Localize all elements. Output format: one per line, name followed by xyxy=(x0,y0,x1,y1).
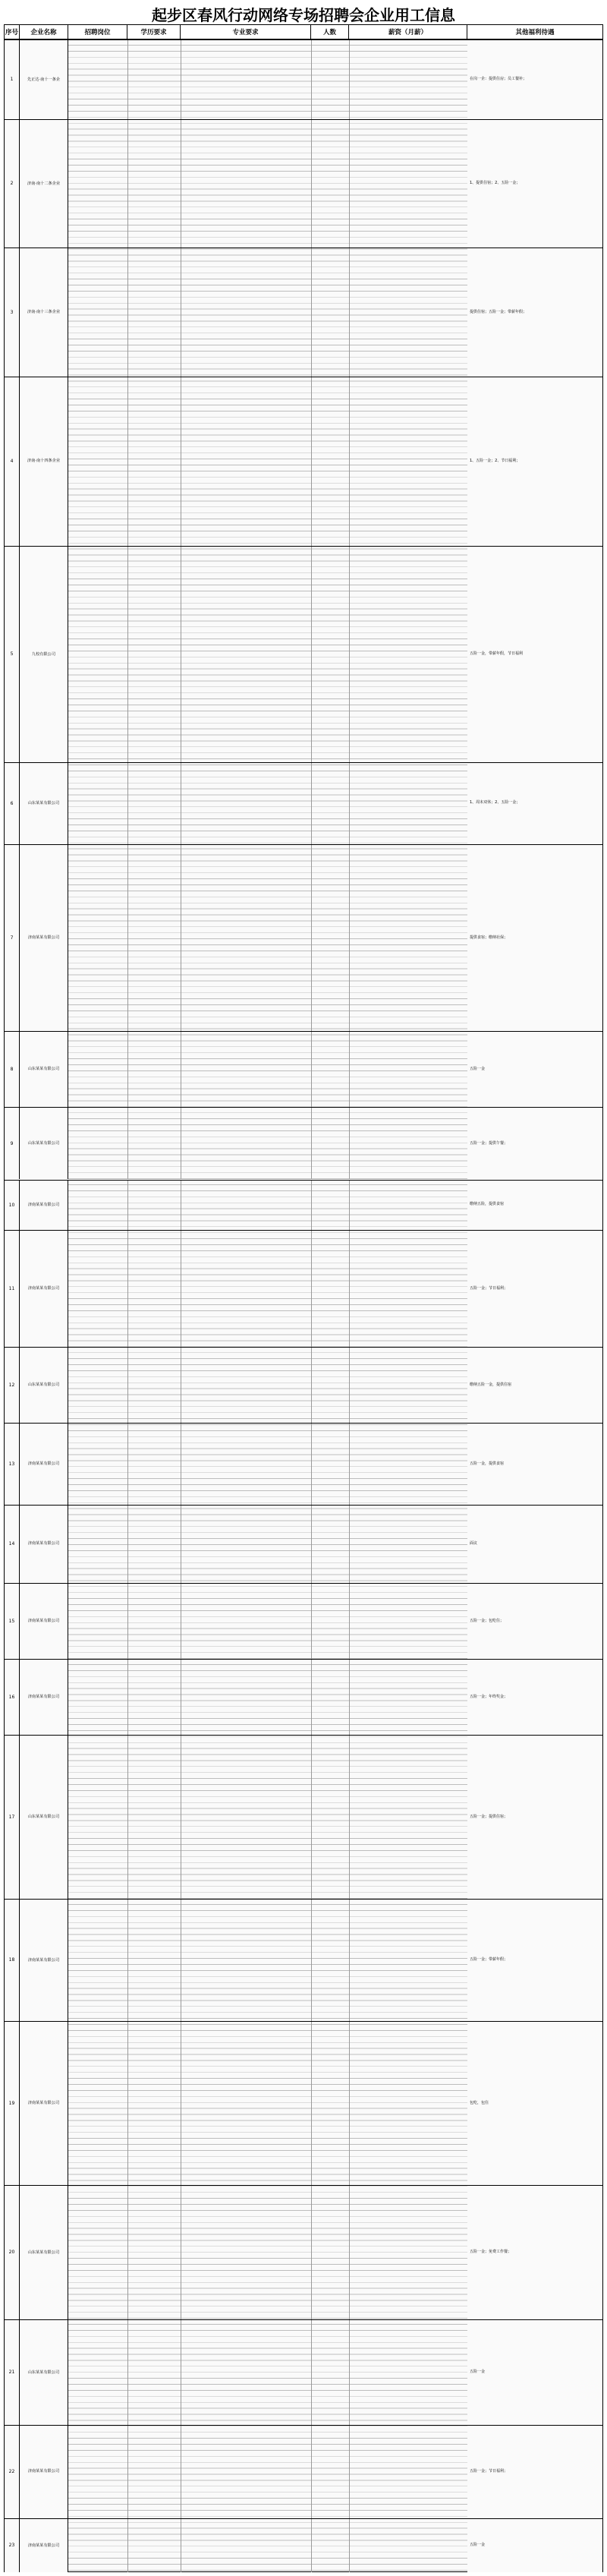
section-benefits: 在岗一企：提供住房；员工餐补； xyxy=(467,40,602,119)
section-seq: 21 xyxy=(5,2320,20,2425)
section-benefits: 缴纳五险一金，提供住宿 xyxy=(467,1348,602,1423)
section-company: 济南某某有限公司 xyxy=(20,1584,68,1659)
section-benefits: 缴纳五险，提供食宿 xyxy=(467,1181,602,1230)
section-benefits: 五险一金；免费工作餐； xyxy=(467,2186,602,2319)
section-seq: 5 xyxy=(5,547,20,762)
section-company: 山东某某有限公司 xyxy=(20,2186,68,2319)
section-company: 济南·南十四条企业 xyxy=(20,377,68,546)
section-seq: 3 xyxy=(5,248,20,376)
section-seq: 13 xyxy=(5,1424,20,1505)
section-seq: 10 xyxy=(5,1181,20,1230)
section-company: 济南某某有限公司 xyxy=(20,845,68,1031)
section-company: 济南某某有限公司 xyxy=(20,2519,68,2572)
section-company: 济南·南十三条企业 xyxy=(20,248,68,376)
section-company: 济南某某有限公司 xyxy=(20,1181,68,1230)
company-section xyxy=(5,1505,602,1583)
page-title: 起步区春风行动网络专场招聘会企业用工信息 xyxy=(152,6,455,24)
section-company: 济南某某有限公司 xyxy=(20,1231,68,1347)
header-seq: 序号 xyxy=(5,25,20,39)
header-count: 人数 xyxy=(311,25,349,39)
section-seq: 1 xyxy=(5,40,20,119)
section-seq: 14 xyxy=(5,1506,20,1583)
company-section xyxy=(5,1180,602,1230)
section-benefits: 包吃，包住 xyxy=(467,2022,602,2185)
section-seq: 12 xyxy=(5,1348,20,1423)
section-company: 山东某某有限公司 xyxy=(20,763,68,844)
job-table xyxy=(4,39,603,2572)
section-company: 济南某某有限公司 xyxy=(20,2022,68,2185)
company-section xyxy=(5,1347,602,1423)
section-company: 济南某某有限公司 xyxy=(20,1424,68,1505)
section-benefits: 五险一金；包吃住； xyxy=(467,1584,602,1659)
section-company: 先正达·南十一条企 xyxy=(20,40,68,119)
section-company: 山东某某有限公司 xyxy=(20,2320,68,2425)
section-company: 九校有限公司 xyxy=(20,547,68,762)
section-company: 济南某某有限公司 xyxy=(20,1660,68,1735)
section-benefits: 五险一金 xyxy=(467,2519,602,2572)
section-benefits: 五险一金 xyxy=(467,2320,602,2425)
header-education: 学历要求 xyxy=(127,25,181,39)
section-seq: 19 xyxy=(5,2022,20,2185)
section-benefits: 五险一金；节日福利； xyxy=(467,2426,602,2518)
section-benefits: 五险一金；节日福利； xyxy=(467,1231,602,1347)
header-position: 招聘岗位 xyxy=(68,25,127,39)
company-section xyxy=(5,248,602,376)
section-seq: 4 xyxy=(5,377,20,546)
section-seq: 2 xyxy=(5,120,20,248)
section-benefits: 五险一金；提供住宿； xyxy=(467,1736,602,1899)
company-section xyxy=(5,1031,602,1107)
section-company: 山东某某有限公司 xyxy=(20,1348,68,1423)
header-company: 企业名称 xyxy=(20,25,68,39)
section-benefits: 面议 xyxy=(467,1506,602,1583)
section-benefits: 五险一金；提供午餐； xyxy=(467,1108,602,1179)
section-benefits: 五险一金；带薪年假； xyxy=(467,1900,602,2022)
section-company: 山东某某有限公司 xyxy=(20,1032,68,1107)
section-benefits: 1、五险一金；2、节日福利； xyxy=(467,377,602,546)
company-section xyxy=(5,2185,602,2319)
section-company: 济南某某有限公司 xyxy=(20,1900,68,2022)
company-section xyxy=(5,1423,602,1505)
section-benefits: 1、提供住宿；2、五险一金； xyxy=(467,120,602,248)
section-seq: 7 xyxy=(5,845,20,1031)
company-section xyxy=(5,1583,602,1659)
section-seq: 17 xyxy=(5,1736,20,1899)
company-section xyxy=(5,1735,602,1899)
section-company: 济南某某有限公司 xyxy=(20,1506,68,1583)
company-section xyxy=(5,546,602,762)
header-major: 专业要求 xyxy=(181,25,311,39)
company-section xyxy=(5,1899,602,2022)
section-benefits: 提供住宿；五险一金；带薪年假； xyxy=(467,248,602,376)
company-section xyxy=(5,762,602,844)
company-section xyxy=(5,1659,602,1735)
section-company: 山东某某有限公司 xyxy=(20,1108,68,1179)
company-section xyxy=(5,1107,602,1179)
header-salary: 薪资（月薪） xyxy=(349,25,467,39)
section-benefits: 五险一金，带薪年假，节日福利 xyxy=(467,547,602,762)
section-seq: 16 xyxy=(5,1660,20,1735)
company-section xyxy=(5,2319,602,2425)
section-company: 山东某某有限公司 xyxy=(20,1736,68,1899)
section-benefits: 五险一金 xyxy=(467,1032,602,1107)
table-header xyxy=(4,24,603,39)
section-benefits: 五险一金，提供食宿 xyxy=(467,1424,602,1505)
company-section xyxy=(5,377,602,546)
section-seq: 11 xyxy=(5,1231,20,1347)
section-seq: 18 xyxy=(5,1900,20,2022)
section-seq: 6 xyxy=(5,763,20,844)
company-section xyxy=(5,1230,602,1347)
section-seq: 22 xyxy=(5,2426,20,2518)
section-company: 济南·南十二条企业 xyxy=(20,120,68,248)
section-company: 济南某某有限公司 xyxy=(20,2426,68,2518)
company-section xyxy=(5,39,602,119)
company-section xyxy=(5,2518,602,2572)
company-section xyxy=(5,2021,602,2185)
section-seq: 23 xyxy=(5,2519,20,2572)
section-seq: 20 xyxy=(5,2186,20,2319)
section-benefits: 1、周末双休；2、五险一金； xyxy=(467,763,602,844)
section-seq: 8 xyxy=(5,1032,20,1107)
section-seq: 9 xyxy=(5,1108,20,1179)
section-benefits: 提供食宿；缴纳社保； xyxy=(467,845,602,1031)
section-seq: 15 xyxy=(5,1584,20,1659)
company-section xyxy=(5,119,602,248)
company-section xyxy=(5,2425,602,2518)
company-section xyxy=(5,844,602,1031)
section-benefits: 五险一金；年终奖金； xyxy=(467,1660,602,1735)
header-benefits: 其他福利待遇 xyxy=(515,29,555,36)
